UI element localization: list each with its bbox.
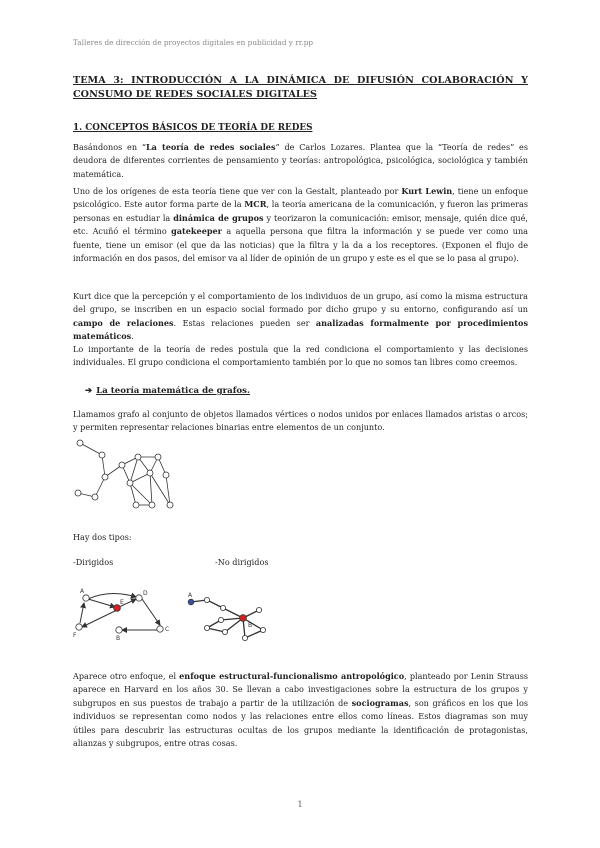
type-undirected-label: -No dirigidos (215, 557, 269, 567)
paragraph-grafo-definition: Llamamos grafo al conjunto de objetos llamados vértices o nodos unidos por enlaces llamados aristas o arcos; y permiten representar relaciones binarias entre elementos de un conjunto. (73, 409, 528, 433)
subheading-text: La teoría matemática de grafos. (96, 386, 250, 396)
type-directed-label: -Dirigidos (73, 557, 114, 567)
node-label-c: C (165, 626, 170, 633)
paragraph-campo-relaciones: Kurt dice que la percepción y el comportamiento de los individuos de un grupo, así como la misma estructura del grupo, se inscriben en un espacio social formado por dicho grupo y su entorno, configurando así un campo de relaciones. Estas relaciones pueden ser analizadas formalmente por procedimientos matemáticos. (73, 291, 528, 342)
node-label-a: A (80, 588, 85, 595)
page-header: Talleres de dirección de proyectos digitales en publicidad y rr.pp (73, 38, 314, 47)
arrow-icon: ➔ (85, 386, 93, 396)
paragraph-red-condiciona: Lo importante de la teoría de redes postula que la red condiciona el comportamiento y las decisiones individuales. El grupo condiciona el comportamiento también por lo que no somos tan libres como creemos. (73, 344, 528, 368)
node-label-b2: B (248, 622, 253, 629)
node-label-b: B (116, 635, 121, 642)
directed-graph-image (70, 585, 175, 645)
paragraph-lozares: Basándonos en “La teoría de redes sociales” de Carlos Lozares. Plantea que la “Teoría de redes” es deudora de diferentes corrientes de pensamiento y teorías: antropológica, psicológica, sociológica y también matemática. (73, 142, 528, 179)
section-heading: 1. CONCEPTOS BÁSICOS DE TEORÍA DE REDES (73, 123, 313, 133)
node-label-d: D (143, 590, 148, 597)
subheading-grafos (85, 386, 250, 396)
node-label-e: E (120, 599, 124, 606)
page-number: 1 (297, 800, 303, 809)
node-label-a2: A (188, 592, 193, 599)
undirected-graph-image (185, 590, 275, 650)
paragraph-lewin: Uno de los orígenes de esta teoría tiene que ver con la Gestalt, planteado por Kurt Lewin, tiene un enfoque psicológico. Este autor forma parte de la MCR, la teoría americana de la comunicación, y fueron las primeras personas en estudiar la dinámica de grupos y teorizaron la comunicación: emisor, mensaje, quién dice qué, etc. Acuñó el término gatekeeper a aquella persona que filtra la información y se puede ver como una fuente, tiene un emisor (el que da las noticias) que la filtra y la da a los receptores. (Exponen el flujo de información en dos pasos, del emisor va al líder de opinión de un grupo y este es el que se lo pasa al grupo). (73, 186, 528, 264)
paragraph-two-types: Hay dos tipos: (73, 532, 132, 542)
node-label-f: F (73, 632, 77, 639)
paragraph-estructural: Aparece otro enfoque, el enfoque estructural-funcionalismo antropológico, planteado por Lenin Strauss aparece en Harvard en los años 30. Se llevan a cabo investigaciones sobre la estructura de los grupos y subgrupos en sus puestos de trabajo a partir de la utilización de sociogramas, son gráficos en los que los individuos se representan como nodos y las relaciones entre ellos como líneas. Estos diagramas son muy útiles para descubrir las estructuras ocultas de los grupos mediante la identificación de protagonistas, alianzas y subgrupos, entre otras cosas. (73, 671, 529, 749)
page-title: TEMA 3: INTRODUCCIÓN A LA DINÁMICA DE DIFUSIÓN COLABORACIÓN Y CONSUMO DE REDES SOCIALES DIGITALES (73, 75, 528, 100)
graph-example-image (70, 435, 185, 515)
